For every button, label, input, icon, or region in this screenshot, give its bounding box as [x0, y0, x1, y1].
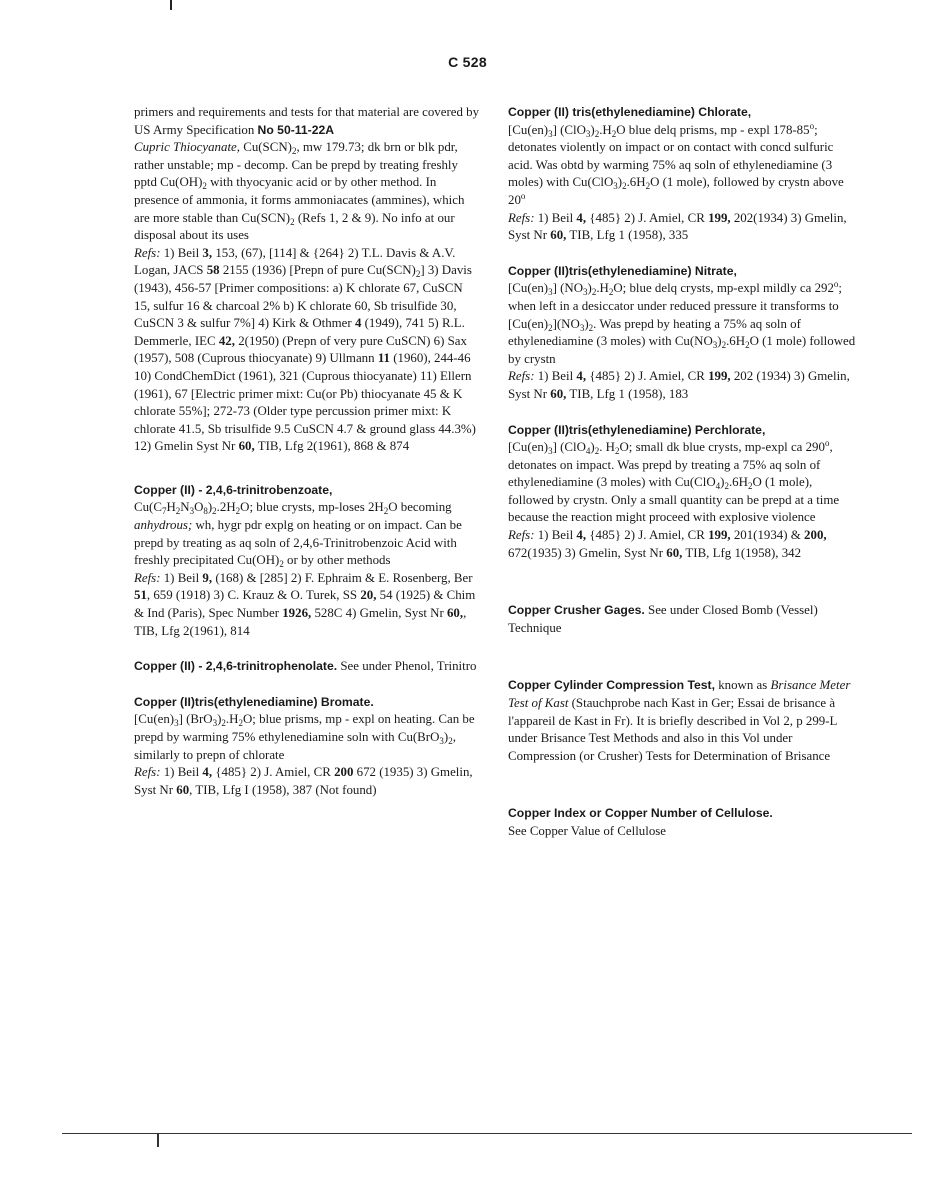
formula-text: .2H: [216, 500, 236, 515]
formula-text: ]: [552, 316, 557, 331]
formula-text: ): [587, 281, 592, 296]
reference-volume: 3,: [202, 245, 213, 260]
left-column: [134, 104, 480, 799]
entry-perchlorate: Copper (II)tris(ethylenediamine) Perchlorate, $[Cu(en)_3]$ $(ClO_4)_2$. $H_2O$; small dk blue crysts, mp-expl ca 290$^o$, detonates on impact. Was prepd by treating a 75% aq soln of ethylenediamine (3 moles) with $Cu(ClO_4)_2.6H_2O$ (1 mole), followed by crystn. Only a small quantity can be prepd at a time because the reaction might proceed with explosive violence Refs: 1) Beil 4, {485} 2) J. Amiel, CR 199, 201(1934) & 200, 672(1935) 3) Gmelin, Syst Nr 60, TIB, Lfg 1(1958), 342: [508, 422, 840, 560]
reference-text: 54 (1925) & Chim & Ind (Paris), Spec Number: [134, 588, 476, 621]
reference-text: TIB, Lfg 1(1958), 342: [682, 545, 802, 560]
description-text: ; when left in a desiccator under reduced pressure it transforms to [Cu(en): [508, 281, 843, 331]
formula-text: [Cu(en): [508, 281, 549, 296]
entry-heading: Copper (II) tris(ethylenediamine) Chlorate,: [508, 105, 752, 119]
reference-text: 1) Beil: [537, 210, 574, 225]
reference-text: 201(1934) &: [730, 528, 801, 543]
description-text: O (1 mole), followed by crystn above 20: [508, 175, 844, 207]
reference-text: {485} 2) J. Amiel, CR: [586, 528, 705, 543]
formula-text: ] (NO: [552, 281, 584, 296]
formula-text: Cu(C: [134, 500, 162, 515]
description-text: ; detonates violently on impact or on contact with concd sulfuric acid. Was obtd by warming 75% aq soln of ethylenediamine (3 moles) with Cu(ClO: [508, 122, 834, 190]
formula-text: [Cu(en): [134, 712, 175, 727]
reference-text: 153, (67), [114] & {264} 2) T.L. Davis & A.V. Logan, JACS: [134, 245, 456, 278]
description-text: with thyocyanic acid or by other method. In presence of ammonia, it forms ammoniacates (ammines), which are more stable than Cu(SCN): [134, 175, 465, 225]
reference-volume: 199,: [708, 528, 731, 543]
formula-text: Cu(SCN): [243, 140, 292, 155]
formula-text: ): [717, 334, 722, 349]
reference-text: , TIB, Lfg 2(1961), 814: [134, 606, 467, 638]
reference-text: TIB, Lfg 2(1961), 868 & 874: [254, 439, 410, 454]
description-text: O (1 mole) followed by crystn: [508, 334, 856, 366]
formula-text: H: [166, 500, 176, 515]
description-text: (Stauchprobe nach Kast in Ger; Essai de brisance à l'appareil de Kast in Fr). It is briefly described in Vol 2, p 299-L under Brisance Test Methods and also in this Vol under Compression (or Crusher) Tests for Determination of Brisance: [508, 696, 837, 763]
reference-volume: 4,: [202, 765, 213, 780]
description-text: (Refs 1, 2 & 9). No info at our disposal about its uses: [134, 210, 455, 243]
formula-text: ] (ClO: [552, 440, 586, 455]
refs-label: Refs:: [508, 369, 535, 384]
description-text: , similarly to prepn of chlorate: [134, 730, 456, 762]
formula-text: (NO: [556, 316, 580, 331]
formula-text: ] (ClO: [552, 122, 586, 137]
reference-text: , 659 (1918) 3) C. Krauz & O. Turek, SS: [146, 588, 358, 603]
intro-text: primers and requirements and tests for that material are covered by US Army Specification: [134, 105, 480, 137]
reference-text: 672 (1935) 3) Gmelin, Syst Nr: [134, 765, 473, 797]
entry-heading: Copper (II)tris(ethylenediamine) Nitrate,: [508, 263, 737, 278]
entry-heading: Copper (II) - 2,4,6-trinitrobenzoate,: [134, 482, 333, 497]
entry-heading: Copper (II)tris(ethylenediamine) Bromate.: [134, 694, 374, 709]
top-margin-mark: [170, 0, 172, 10]
formula-text: ): [584, 316, 589, 331]
reference-text: 1) Beil: [537, 528, 574, 543]
description-text: O; blue crysts, mp-loses 2H: [240, 500, 384, 515]
entry-heading: Copper Crusher Gages.: [508, 603, 645, 618]
reference-volume: 4,: [576, 210, 587, 225]
refs-label: Refs:: [508, 528, 535, 543]
reference-volume: 60,: [550, 228, 567, 243]
reference-text: TIB, Lfg 1 (1958), 183: [566, 386, 689, 401]
entry-cupric-thiocyanate: Cupric Thiocyanate, $Cu(SCN)_2$, mw 179.73; dk brn or blk pdr, rather unstable; mp - decomp. Can be prepd by treating freshly pptd $Cu(OH)_2$ with thyocyanic acid or by other method. In presence of ammonia, it forms ammoniacates (ammines), which are more stable than $Cu(SCN)_2$ (Refs 1, 2 & 9). No info at our disposal about its uses Refs: 1) Beil 3, 153, (67), [114] & {264} 2) T.L. Davis & A.V. Logan, JACS 58 2155 (1936) [Prepn of pure $Cu(SCN)_2$] 3) Davis (1943), 456-57 [Primer compositions: a) K chlorate 67, CuSCN 15, sulfur 16 & charcoal 2% b) K chlorate 60, Sb trisulfide 30, CuSCN 3 & sulfur 7%] 4) Kirk & Othmer 4 (1949), 741 5) R.L. Demmerle, IEC 42, 2(1950) (Prepn of very pure CuSCN) 6) Sax (1957), 508 (Cuprous thiocyanate) 9) Ullmann 11 (1960), 244-46 10) CondChemDict (1961), 321 (Cuprous thiocyanate) 11) Ellern (1961), 67 [Electric primer mixt: Cu(or Pb) thiocyanate 45 & K chlorate 55%]; 272-73 (Older type percussion primer mixt: K chlorate 41.5, Sb trisulfide 9.5 CuSCN 4.7 & ground glass 44.3%) 12) Gmelin Syst Nr 60, TIB, Lfg 2(1961), 868 & 874: [134, 140, 476, 454]
formula-text: [Cu(en): [508, 440, 549, 455]
entry-cylinder-compression-test: [508, 677, 858, 765]
reference-volume: 60,: [446, 606, 464, 621]
reference-text: {485} 2) J. Amiel, CR: [586, 369, 705, 384]
reference-volume: 60,: [666, 545, 683, 560]
description-text: , mw 179.73; dk brn or blk pdr, rather unstable; mp - decomp. Can be prepd by treating freshly pptd Cu(OH): [134, 140, 458, 190]
entry-crusher-gages: [508, 602, 858, 637]
description-text: O; blue delq crysts, mp-expl mildly ca 292: [613, 281, 834, 296]
reference-volume: 1926,: [282, 606, 312, 621]
reference-volume: 4: [354, 316, 362, 331]
cross-reference-text: See under Phenol, Trinitro: [337, 659, 477, 674]
description-text: O becoming: [388, 500, 452, 515]
entry-copper-index: [508, 805, 858, 840]
italic-term: Brisance Meter Test of Kast: [508, 678, 851, 711]
reference-text: 1) Beil: [537, 369, 574, 384]
footer-mark: [157, 1133, 159, 1147]
reference-volume: 4,: [576, 528, 587, 543]
description-text: , detonates on impact. Was prepd by treating a 75% aq soln of ethylenediamine (3 moles) with Cu(ClO: [508, 440, 833, 490]
refs-label: Refs:: [134, 245, 161, 260]
formula-text: O: [194, 500, 204, 515]
reference-text: 1) Beil: [163, 765, 200, 780]
reference-text: ] 3) Davis (1943), 456-57 [Primer compositions: a) K chlorate 67, CuSCN 15, sulfur 16 & charcoal 2% b) K chlorate 60, Sb trisulfide 30, CuSCN 3 & sulfur 7%] 4) Kirk & Othmer: [134, 263, 472, 331]
reference-text: {485} 2) J. Amiel, CR: [586, 210, 705, 225]
refs-label: Refs:: [134, 570, 161, 585]
reference-volume: 60,: [238, 439, 255, 454]
reference-volume: 4,: [576, 369, 587, 384]
page-number: C 528: [448, 54, 487, 70]
reference-text: 2(1950) (Prepn of very pure CuSCN) 6) Sax (1957), 508 (Cuprous thiocyanate) 9) Ullmann: [134, 333, 467, 366]
reference-volume: 60: [176, 782, 190, 797]
description-text: O (1 mole), followed by crystn. Only a small quantity can be prepd at a time because the reaction might proceed with explosive violence: [508, 475, 840, 525]
spec-number: No 50-11-22A: [257, 122, 335, 137]
entry-heading: Copper Cylinder Compression Test,: [508, 678, 715, 693]
formula-text: .H: [599, 122, 612, 137]
reference-volume: 199,: [708, 369, 731, 384]
entry-heading: Copper (II)tris(ethylenediamine) Perchlorate,: [508, 422, 766, 437]
reference-text: 1) Beil: [163, 245, 200, 260]
description-text: O; blue prisms, mp - expl on heating. Can be prepd by warming 75% ethylenediamine soln with Cu(BrO: [134, 712, 475, 744]
reference-volume: 200: [334, 765, 354, 780]
description-text: or by other methods: [283, 553, 391, 568]
cross-reference-text: See Copper Value of Cellulose: [508, 824, 666, 838]
reference-volume: 200,: [804, 528, 827, 543]
formula-text: ): [617, 175, 623, 190]
intro-paragraph: [134, 104, 480, 139]
reference-volume: 42,: [218, 333, 235, 348]
reference-volume: 199,: [708, 210, 731, 225]
description-text: O blue delq prisms, mp - expl 178-85: [616, 122, 810, 137]
formula-text: ): [443, 730, 449, 744]
entry-chlorate: Copper (II) tris(ethylenediamine) Chlorate, $[Cu(en)_3]$ $(ClO_3)_2.H_2O$ blue delq prisms, mp - expl 178-85$^o$; detonates violently on impact or on contact with concd sulfuric acid. Was obtd by warming 75% aq soln of ethylenediamine (3 moles) with $Cu(ClO_3)_2.6H_2O$ (1 mole), followed by crystn above 20$^o$ Refs: 1) Beil 4, {485} 2) J. Amiel, CR 199, 202(1934) 3) Gmelin, Syst Nr 60, TIB, Lfg 1 (1958), 335: [508, 105, 847, 243]
entry-title: Cupric Thiocyanate,: [134, 140, 240, 155]
formula-text: .6H: [726, 334, 746, 349]
footer-rule: [62, 1133, 912, 1134]
reference-text: TIB, Lfg 1 (1958), 335: [566, 228, 689, 243]
formula-text: ): [207, 500, 213, 515]
degree-sign: o: [520, 190, 526, 201]
refs-label: Refs:: [134, 765, 161, 780]
right-column: [508, 104, 858, 841]
entry-trinitrophenolate: [134, 658, 480, 676]
reference-volume: 60,: [550, 386, 567, 401]
formula-text: ): [590, 122, 595, 137]
formula-text: .H: [596, 281, 609, 296]
reference-text: 1) Beil: [163, 570, 200, 585]
reference-volume: 9,: [202, 570, 213, 585]
entry-nitrate: Copper (II)tris(ethylenediamine) Nitrate, $[Cu(en)_3]$ $(NO_3)_2.H_2O$; blue delq crysts, mp-expl mildly ca 292$^o$; when left in a desiccator under reduced pressure it transforms to $[Cu(en)_2](NO_3)_2$. Was prepd by heating a 75% aq soln of ethylenediamine (3 moles) with $Cu(NO_3)_2.6H_2O$ (1 mole) followed by crystn Refs: 1) Beil 4, {485} 2) J. Amiel, CR 199, 202 (1934) 3) Gmelin, Syst Nr 60, TIB, Lfg 1 (1958), 183: [508, 263, 856, 401]
description-text: . Was prepd by heating a 75% aq soln of ethylenediamine (3 moles) with Cu(NO: [508, 316, 801, 349]
formula-text: ] (BrO: [178, 712, 213, 727]
reference-volume: 51: [134, 588, 147, 603]
reference-volume: 58: [206, 263, 220, 278]
formula-text: .6H: [728, 475, 748, 490]
entry-heading: Copper Index or Copper Number of Cellulose.: [508, 806, 773, 821]
reference-text: 528C 4) Gmelin, Syst Nr: [311, 606, 444, 621]
formula-text: ): [590, 440, 595, 455]
reference-volume: 20,: [360, 588, 377, 603]
refs-label: Refs:: [508, 210, 535, 225]
reference-text: 202(1934) 3) Gmelin, Syst Nr: [508, 210, 847, 243]
reference-text: , TIB, Lfg I (1958), 387 (Not found): [189, 782, 377, 797]
formula-text: .6H: [626, 175, 646, 190]
description-text: wh, hygr pdr explg on heating or on impact. Can be prepd by treating as aq soln of 2,4,6-Trinitrobenzoic Acid with freshly precipitated Cu(OH): [134, 518, 462, 568]
reference-text: 202 (1934) 3) Gmelin, Syst Nr: [508, 369, 850, 401]
description-text: known as: [715, 678, 768, 693]
reference-text: {485} 2) J. Amiel, CR: [212, 765, 331, 780]
formula-text: .H: [225, 712, 239, 727]
entry-bromate: Copper (II)tris(ethylenediamine) Bromate. $[Cu(en)_3]$ $(BrO_3)_2.H_2O$; blue prisms, mp - expl on heating. Can be prepd by warming 75% ethylenediamine soln with $Cu(BrO_3)_2$, similarly to prepn of chlorate Refs: 1) Beil 4, {485} 2) J. Amiel, CR 200 672 (1935) 3) Gmelin, Syst Nr 60, TIB, Lfg I (1958), 387 (Not found): [134, 694, 475, 797]
italic-term: anhydrous;: [134, 518, 193, 533]
description-text: O; small dk blue crysts, mp-expl ca 290: [619, 440, 825, 455]
reference-text: 2155 (1936) [Prepn of pure Cu(SCN): [219, 263, 416, 278]
formula-text: ): [720, 475, 725, 490]
formula-text: [Cu(en): [508, 122, 549, 137]
formula-text: . H: [599, 440, 615, 455]
reference-text: (1960), 244-46 10) CondChemDict (1961), 321 (Cuprous thiocyanate) 11) Ellern (1961), 67 [Electric primer mixt: Cu(or Pb) thiocyanate 45 & K chlorate 55%]; 272-73 (Older type percussion primer mixt: K chlorate 41.5, Sb trisulfide 9.5 CuSCN 4.7 & ground glass 44.3%) 12) Gmelin Syst Nr: [134, 351, 476, 454]
reference-text: (168) & [285] 2) F. Ephraim & E. Rosenberg, Ber: [212, 570, 473, 585]
reference-text: 672(1935) 3) Gmelin, Syst Nr: [508, 545, 664, 560]
entry-heading: Copper (II) - 2,4,6-trinitrophenolate.: [134, 659, 338, 674]
reference-volume: 11: [377, 351, 390, 366]
cross-reference-text: See under Closed Bomb (Vessel) Technique: [508, 603, 818, 635]
entry-trinitrobenzoate: Copper (II) - 2,4,6-trinitrobenzoate, $Cu(C_7H_2N_3O_8)_2.2H_2O$; blue crysts, mp-loses $2H_2O$ becoming anhydrous; wh, hygr pdr explg on heating or on impact. Can be prepd by treating as aq soln of 2,4,6-Trinitrobenzoic Acid with freshly precipitated $Cu(OH)_2$ or by other methods Refs: 1) Beil 9, (168) & [285] 2) F. Ephraim & E. Rosenberg, Ber 51, 659 (1918) 3) C. Krauz & O. Turek, SS 20, 54 (1925) & Chim & Ind (Paris), Spec Number 1926, 528C 4) Gmelin, Syst Nr 60,, TIB, Lfg 2(1961), 814: [134, 482, 476, 638]
formula-text: ): [217, 712, 222, 727]
formula-text: N: [180, 500, 190, 515]
reference-text: (1949), 741 5) R.L. Demmerle, IEC: [134, 316, 465, 348]
